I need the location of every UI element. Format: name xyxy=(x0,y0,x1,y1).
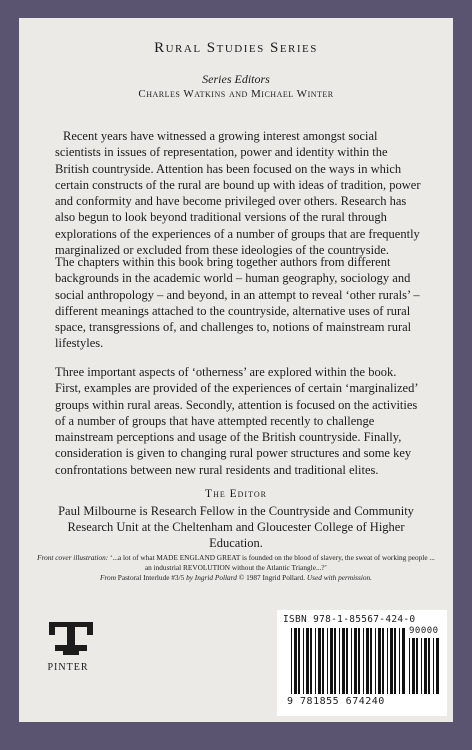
barcode-digits: 9 781855 674240 xyxy=(287,696,385,707)
credit-copyright: © 1987 Ingrid Pollard. xyxy=(236,573,307,582)
price-code: 90000 xyxy=(409,626,439,636)
barcode-area xyxy=(277,610,447,716)
description-paragraph-3: Three important aspects of ‘otherness’ are explored within the book. First, examples are provided of the experiences of certain ‘marginalized’ groups within rural areas. Secondly, attention is focused on the activities of a number of groups that have attempted recently to challenge mainstream perceptions and usage of the British countryside. Finally, consideration is given to changing rural power structures and some key confrontations between new rural residents and traditional elites. xyxy=(55,365,418,477)
credit-work: Pastoral Interlude #3/5 xyxy=(115,573,187,582)
isbn-label: ISBN 978-1-85567-424-0 xyxy=(283,614,416,625)
series-editors-label: Series Editors xyxy=(202,72,270,86)
back-cover xyxy=(19,18,453,722)
editor-heading: The Editor xyxy=(205,488,267,500)
credit-permission: Used with permission. xyxy=(306,573,372,582)
publisher-name: PINTER xyxy=(47,662,89,673)
credit-from: From xyxy=(100,573,116,582)
series-editors-names: Charles Watkins and Michael Winter xyxy=(138,88,334,100)
editor-bio: Paul Milbourne is Research Fellow in the Countryside and Community Research Unit at the Cheltenham and Gloucester College of Higher Education. xyxy=(58,504,414,550)
credit-label: Front cover illustration: xyxy=(37,553,109,562)
credit-quote: ‘...a lot of what MADE ENGLAND GREAT is founded on the blood of slavery, the sweat of working people ... an industrial REVOLUTION without the Atlantic Triangle...?’ xyxy=(108,553,435,572)
cover-illustration-credit xyxy=(33,553,439,583)
credit-byline: by Ingrid Pollard xyxy=(186,573,237,582)
description-paragraph-2: The chapters within this book bring together authors from different backgrounds in the academic world – human geography, sociology and social anthropology – and beyond, in an attempt to reveal ‘other rurals’ – different meanings attached to the countryside, alternative uses of rural space, transgressions of, and challenges to, notions of mainstream rural lifestyles. xyxy=(55,255,420,351)
description-paragraph-1: Recent years have witnessed a growing interest amongst social scientists in issues of representation, power and identity within the British countryside. Attention has been focused on the ways in which certain constructs of the rural are bound up with ideas of tradition, power and conformity and have become privileged over others. Research has also begun to look beyond traditional versions of the rural through explorations of the experiences of a number of groups that are frequently marginalized or excluded from these ideologies of the countryside. xyxy=(55,129,421,258)
series-title: Rural Studies Series xyxy=(154,40,318,56)
